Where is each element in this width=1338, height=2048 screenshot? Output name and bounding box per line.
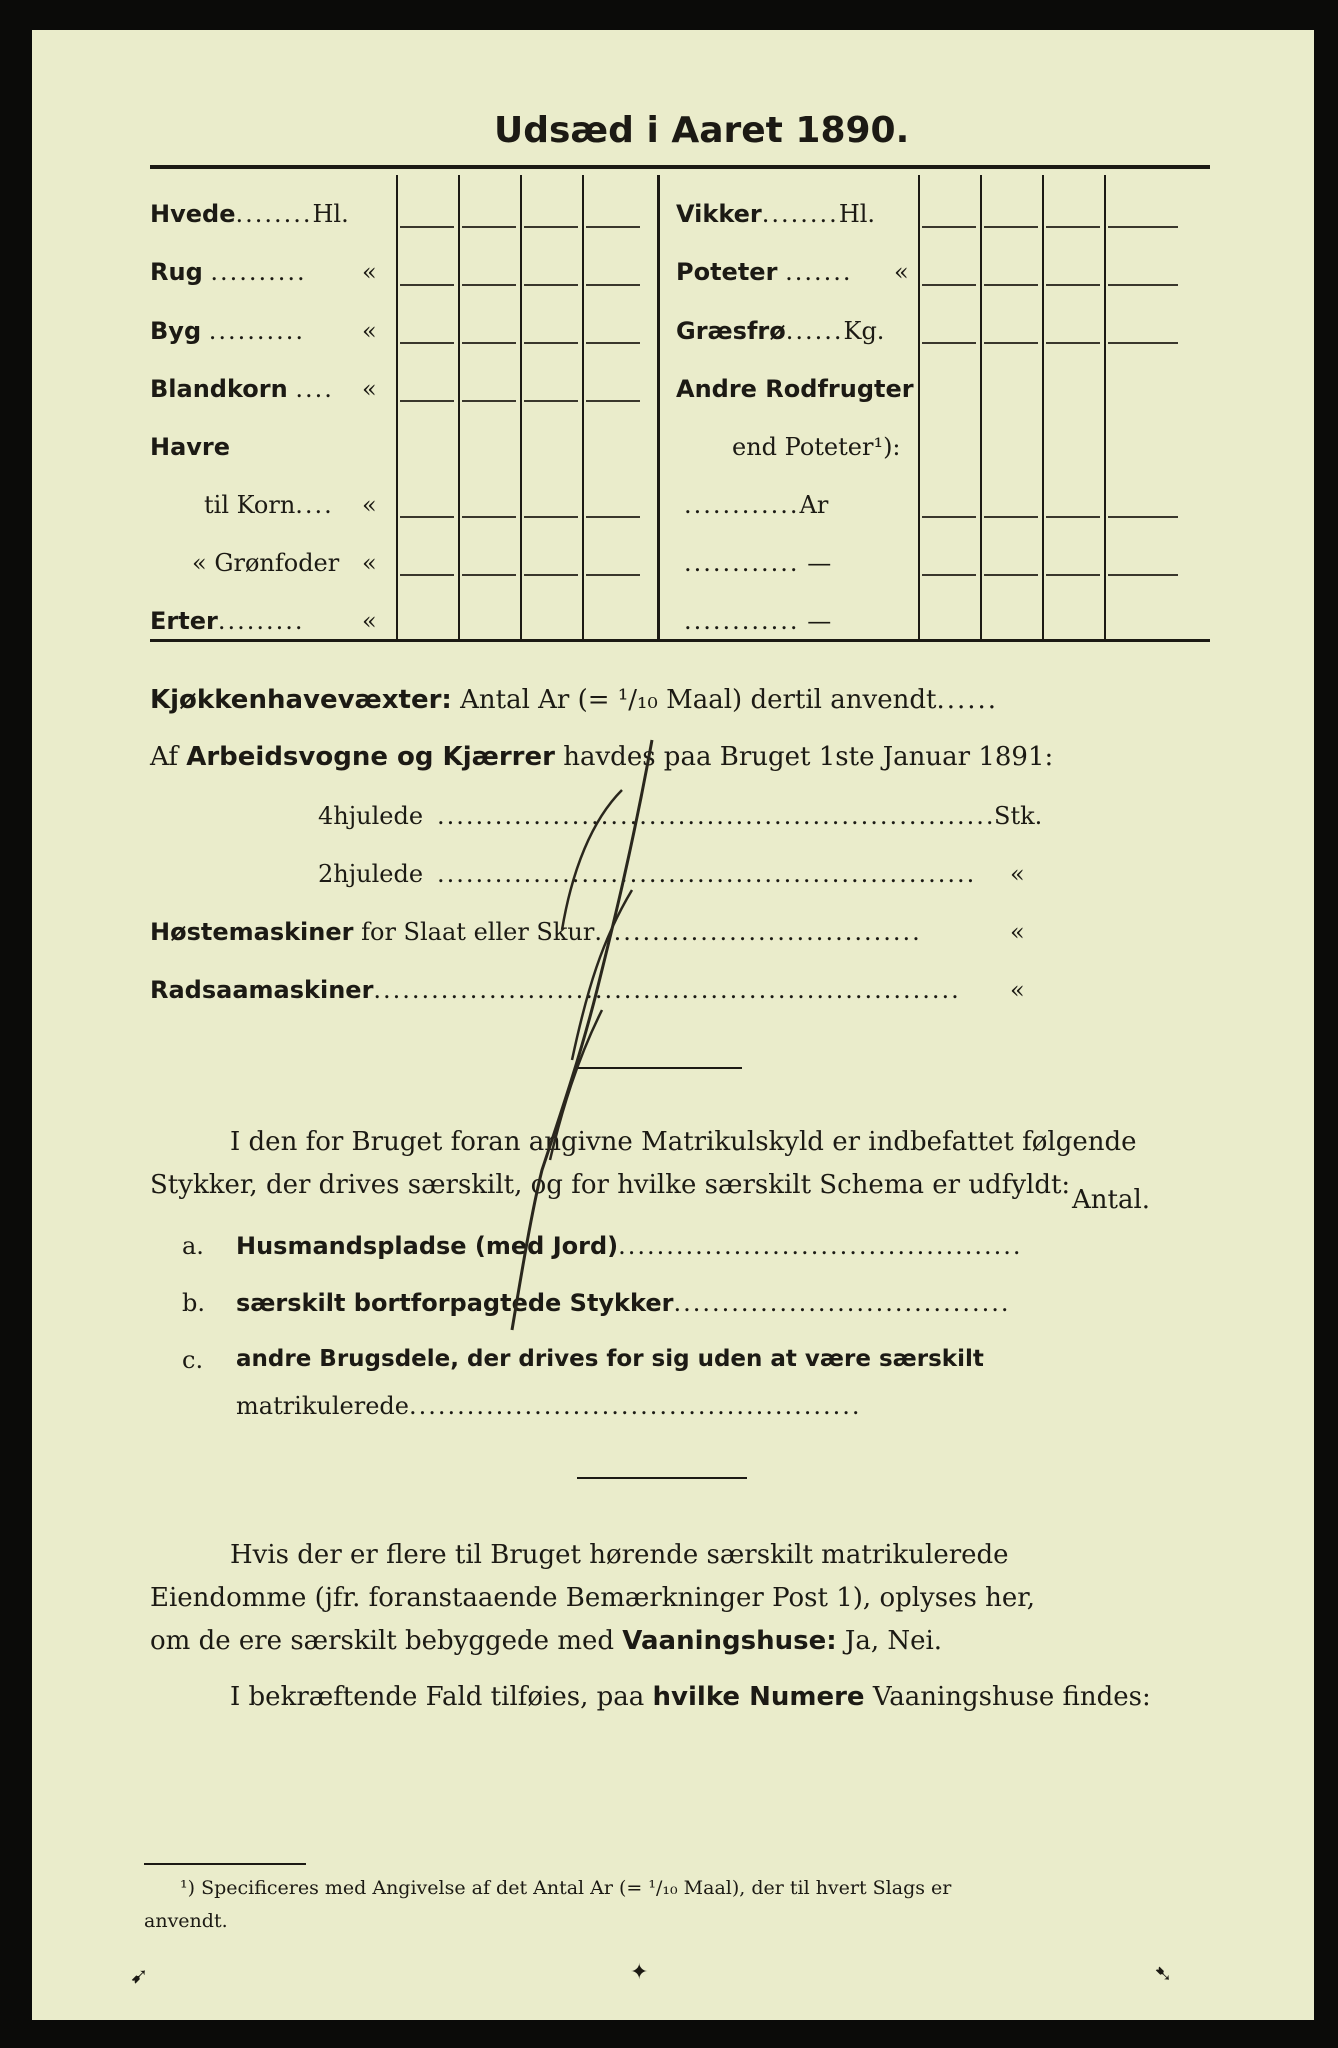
row-graesfro: Græsfrø......Kg. (676, 317, 885, 345)
footnote-line-1: ¹) Specificeres med Angivelse af det Antal Ar (= ¹/₁₀ Maal), der til hvert Slags er (180, 1877, 952, 1899)
row-poteter: Poteter ....... (676, 258, 853, 286)
unit-til-korn: « (362, 491, 377, 519)
properties-line-2: Eiendomme (jfr. foranstaaende Bemærkninger Post 1), oplyses her, (150, 1583, 1036, 1613)
harvest-machines-unit: « (1010, 918, 1025, 946)
unit-gronfoder: « (362, 549, 377, 577)
four-wheel-label: 4hjulede (318, 802, 424, 830)
two-wheel-unit: « (1010, 860, 1025, 888)
antal-label: Antal. (1072, 1185, 1151, 1215)
row-havre: Havre (150, 433, 231, 461)
separator-2 (577, 1477, 747, 1479)
row-rug: Rug .......... (150, 258, 307, 286)
four-wheel-dots: .......................................................... (437, 802, 996, 830)
two-wheel-dots: ........................................................ (437, 860, 977, 888)
row-andre-rodfrugter: Andre Rodfrugter (676, 375, 914, 403)
row-ar: ............Ar (684, 491, 829, 519)
unit-poteter: « (894, 258, 909, 286)
registration-mark-left: ➹ (130, 1964, 149, 1989)
item-c-line2: matrikulerede............................................... (236, 1392, 862, 1420)
row-end-poteter: end Poteter¹): (732, 433, 901, 461)
matrikel-intro-2: Stykker, der drives særskilt, og for hvilke særskilt Schema er udfyldt: (150, 1170, 1071, 1200)
registration-mark-right: ➷ (1154, 1962, 1173, 1987)
unit-blandkorn: « (362, 375, 377, 403)
properties-line-3: om de ere særskilt bebyggede med Vaaningshuse: Ja, Nei. (150, 1626, 943, 1656)
item-a-letter: a. (182, 1232, 204, 1260)
unit-rug: « (362, 258, 377, 286)
item-c-letter: c. (182, 1346, 204, 1374)
handwritten-annotation (502, 730, 682, 1350)
four-wheel-unit: Stk. (994, 802, 1043, 830)
properties-line-1: Hvis der er flere til Bruget hørende særskilt matrikulerede (230, 1540, 1009, 1570)
footnote-rule (144, 1863, 306, 1865)
title-rule (150, 165, 1210, 169)
harvest-machines-line: Høstemaskiner for Slaat eller Skur.................................. (150, 918, 922, 946)
seed-machines-line: Radsaamaskiner............................................................. (150, 976, 961, 1004)
footnote-line-2: anvendt. (144, 1910, 228, 1932)
registration-mark-center: ✦ (630, 1960, 649, 1985)
row-hvede: Hvede........Hl. (150, 200, 349, 228)
row-byg: Byg .......... (150, 317, 306, 345)
properties-line-4: I bekræftende Fald tilføies, paa hvilke Numere Vaaningshuse findes: (230, 1682, 1151, 1712)
unit-byg: « (362, 317, 377, 345)
item-a: Husmandspladse (med Jord).......................................... (236, 1232, 1023, 1260)
item-b: særskilt bortforpagtede Stykker................................... (236, 1289, 1011, 1317)
page-title: Udsæd i Aaret 1890. (494, 110, 910, 151)
row-vikker: Vikker........Hl. (676, 200, 876, 228)
row-til-korn: til Korn.... (204, 491, 334, 519)
form-page (32, 30, 1314, 2020)
row-blank-2: ............ — (684, 607, 832, 635)
item-b-letter: b. (182, 1289, 205, 1317)
row-erter: Erter......... (150, 607, 305, 635)
seed-machines-unit: « (1010, 976, 1025, 1004)
wagons-line: Af Arbeidsvogne og Kjærrer havdes paa Bruget 1ste Januar 1891: (150, 742, 1054, 772)
two-wheel-label: 2hjulede (318, 860, 424, 888)
row-blank-1: ............ — (684, 549, 832, 577)
row-gronfoder: « Grønfoder (192, 549, 340, 577)
item-c: andre Brugsdele, der drives for sig uden at være særskilt (236, 1346, 984, 1372)
matrikel-intro-1: I den for Bruget foran angivne Matrikulskyld er indbefattet følgende (230, 1127, 1137, 1157)
unit-erter: « (362, 607, 377, 635)
row-blandkorn: Blandkorn .... (150, 375, 334, 403)
kitchen-garden-line: Kjøkkenhavevæxter: Antal Ar (= ¹/₁₀ Maal) dertil anvendt...... (150, 685, 999, 715)
